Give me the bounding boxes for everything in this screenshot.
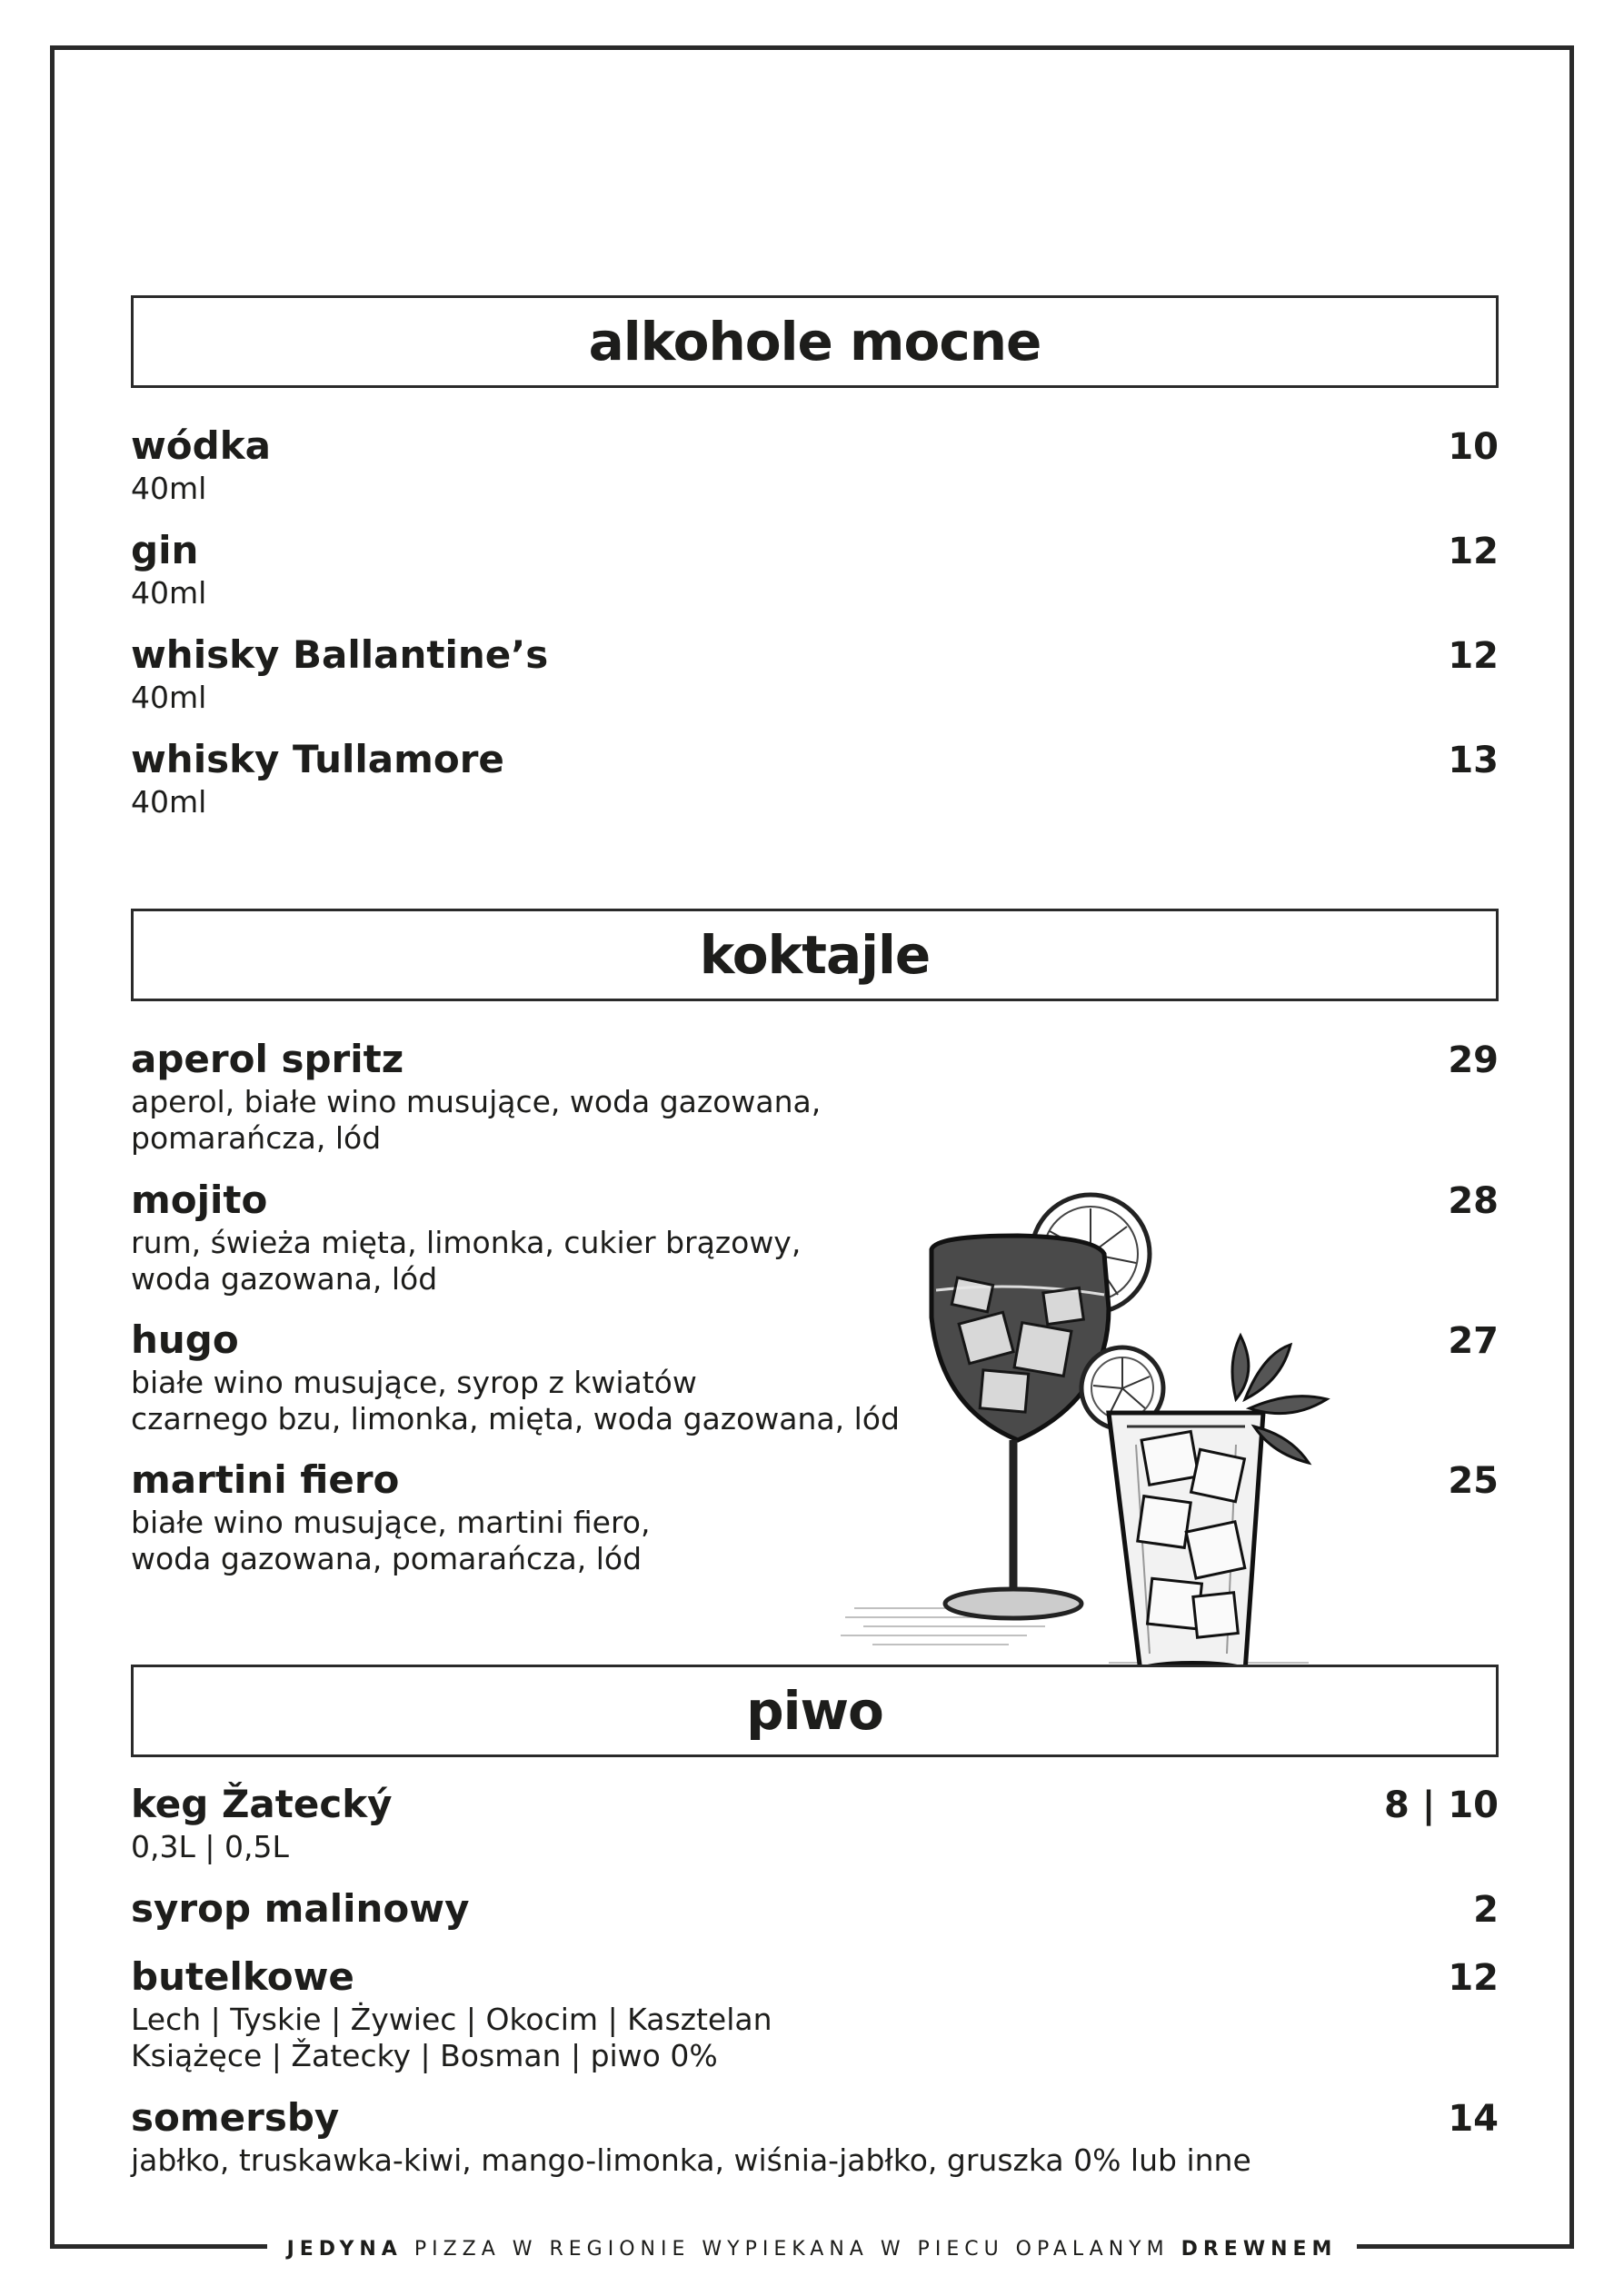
section-title: koktajle — [699, 924, 931, 986]
menu-item — [131, 631, 1499, 716]
item-description: 40ml — [131, 680, 207, 715]
item-price: 28 — [1448, 1180, 1499, 1222]
item-name: hugo — [131, 1317, 239, 1362]
section-header-piwo — [131, 1665, 1499, 1757]
item-price: 29 — [1448, 1039, 1499, 1081]
item-name: syrop malinowy — [131, 1886, 470, 1931]
item-name: mojito — [131, 1178, 268, 1222]
item-name: whisky Tullamore — [131, 737, 504, 781]
item-price: 12 — [1448, 635, 1499, 677]
menu-item — [131, 1885, 1499, 1933]
item-price: 12 — [1448, 531, 1499, 572]
menu-item — [131, 1953, 1499, 2074]
footer-word-1: JEDYNA — [286, 2237, 403, 2261]
menu-item — [131, 736, 1499, 820]
footer-middle: PIZZA W REGIONIE WYPIEKANA W PIECU OPALANYM — [413, 2237, 1170, 2261]
item-description-line-2: czarnego bzu, limonka, mięta, woda gazowana, lód — [131, 1401, 900, 1436]
item-price: 2 — [1473, 1889, 1499, 1931]
item-description-line-2: Książęce | Žatecky | Bosman | piwo 0% — [131, 2038, 718, 2073]
item-name: keg Žatecký — [131, 1782, 393, 1826]
item-description-line-1: aperol, białe wino musujące, woda gazowana, — [131, 1084, 822, 1119]
item-description-line-1: Lech | Tyskie | Żywiec | Okocim | Kasztelan — [131, 2002, 772, 2037]
item-price: 12 — [1448, 1957, 1499, 1999]
item-description: 0,3L | 0,5L — [131, 1829, 289, 1864]
item-price: 14 — [1448, 2098, 1499, 2140]
item-description-line-2: pomarańcza, lód — [131, 1120, 382, 1156]
menu-item — [131, 1781, 1499, 1865]
item-name: aperol spritz — [131, 1037, 404, 1081]
footer-text — [267, 2238, 1358, 2261]
section-header-alkohole-mocne — [131, 295, 1499, 388]
item-price: 10 — [1448, 426, 1499, 468]
item-description: 40ml — [131, 784, 207, 820]
item-name: whisky Ballantine’s — [131, 632, 549, 677]
item-description: 40ml — [131, 575, 207, 611]
item-description-line-1: białe wino musujące, syrop z kwiatów — [131, 1365, 697, 1400]
item-price: 13 — [1448, 740, 1499, 781]
item-name: gin — [131, 528, 199, 572]
footer-tagline — [0, 2232, 1624, 2265]
menu-item — [131, 527, 1499, 611]
item-description-line-2: woda gazowana, lód — [131, 1261, 438, 1297]
item-price: 25 — [1448, 1460, 1499, 1502]
item-price: 27 — [1448, 1320, 1499, 1362]
item-description: jabłko, truskawka-kiwi, mango-limonka, wiśnia-jabłko, gruszka 0% lub inne — [131, 2142, 1251, 2178]
section-title: piwo — [746, 1680, 883, 1742]
menu-item — [131, 1036, 1499, 1157]
item-price: 8 | 10 — [1384, 1784, 1499, 1826]
item-description-line-2: woda gazowana, pomarańcza, lód — [131, 1541, 643, 1576]
menu-item — [131, 422, 1499, 507]
item-name: butelkowe — [131, 1954, 354, 1999]
item-description-line-1: rum, świeża mięta, limonka, cukier brązowy, — [131, 1225, 802, 1260]
item-name: wódka — [131, 423, 271, 468]
item-description-line-1: białe wino musujące, martini fiero, — [131, 1505, 651, 1540]
footer-word-2: DREWNEM — [1181, 2237, 1338, 2261]
item-description: 40ml — [131, 471, 207, 506]
section-title: alkohole mocne — [588, 311, 1041, 373]
section-header-koktajle — [131, 909, 1499, 1001]
item-name: somersby — [131, 2095, 340, 2140]
cocktail-glasses-icon — [836, 1181, 1354, 1708]
item-name: martini fiero — [131, 1457, 400, 1502]
menu-item — [131, 2094, 1499, 2179]
